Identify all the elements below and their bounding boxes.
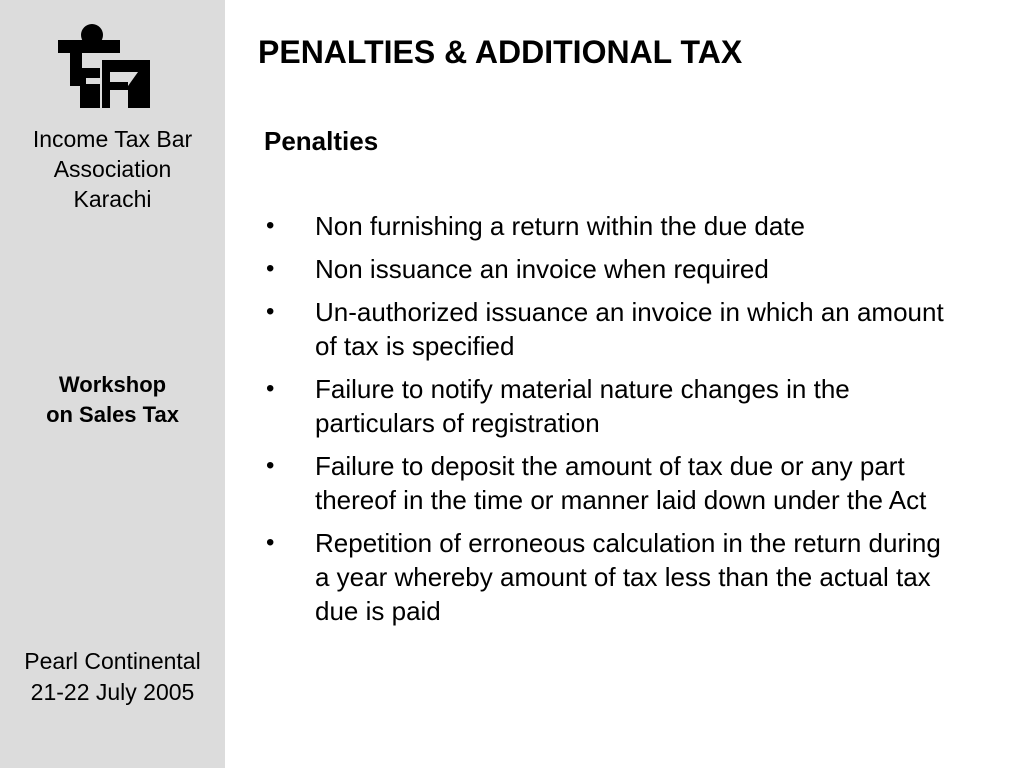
list-item [264,209,944,243]
section-heading: Penalties [264,126,379,156]
list-item [264,372,944,440]
list-item [264,526,944,628]
list-item-text: Non issuance an invoice when required [315,254,769,284]
venue-line: Pearl Continental [24,648,201,674]
bullet-icon: • [266,375,275,402]
list-item [264,449,944,517]
workshop-line: Workshop [58,372,167,397]
list-item-text: Un-authorized issuance an invoice in which an amount of tax is specified [315,297,944,361]
bullet-list [264,209,944,637]
list-item-text: Non furnishing a return within the due date [315,211,805,241]
slide-title: PENALTIES & ADDITIONAL TAX [258,34,743,70]
bullet-icon: • [266,212,275,239]
list-item [264,252,944,286]
sidebar [0,0,225,768]
organization-name [0,124,225,214]
list-item-text: Failure to deposit the amount of tax due or any part thereof in the time or manner laid down under the Act [315,451,927,515]
org-line: Karachi [73,186,152,212]
venue-date [0,646,225,708]
workshop-label [0,370,225,430]
bullet-icon: • [266,452,275,479]
bullet-icon: • [266,298,275,325]
org-line: Income Tax Bar [32,126,193,152]
bullet-icon: • [266,255,275,282]
association-logo [56,24,152,110]
list-item-text: Failure to notify material nature changes in the particulars of registration [315,374,850,438]
bullet-icon: • [266,529,275,556]
list-item [264,295,944,363]
date-line: 21-22 July 2005 [30,679,195,705]
list-item-text: Repetition of erroneous calculation in the return during a year whereby amount of tax less than the actual tax due is paid [315,528,941,626]
org-line: Association [53,156,172,182]
workshop-line: on Sales Tax [46,402,179,427]
